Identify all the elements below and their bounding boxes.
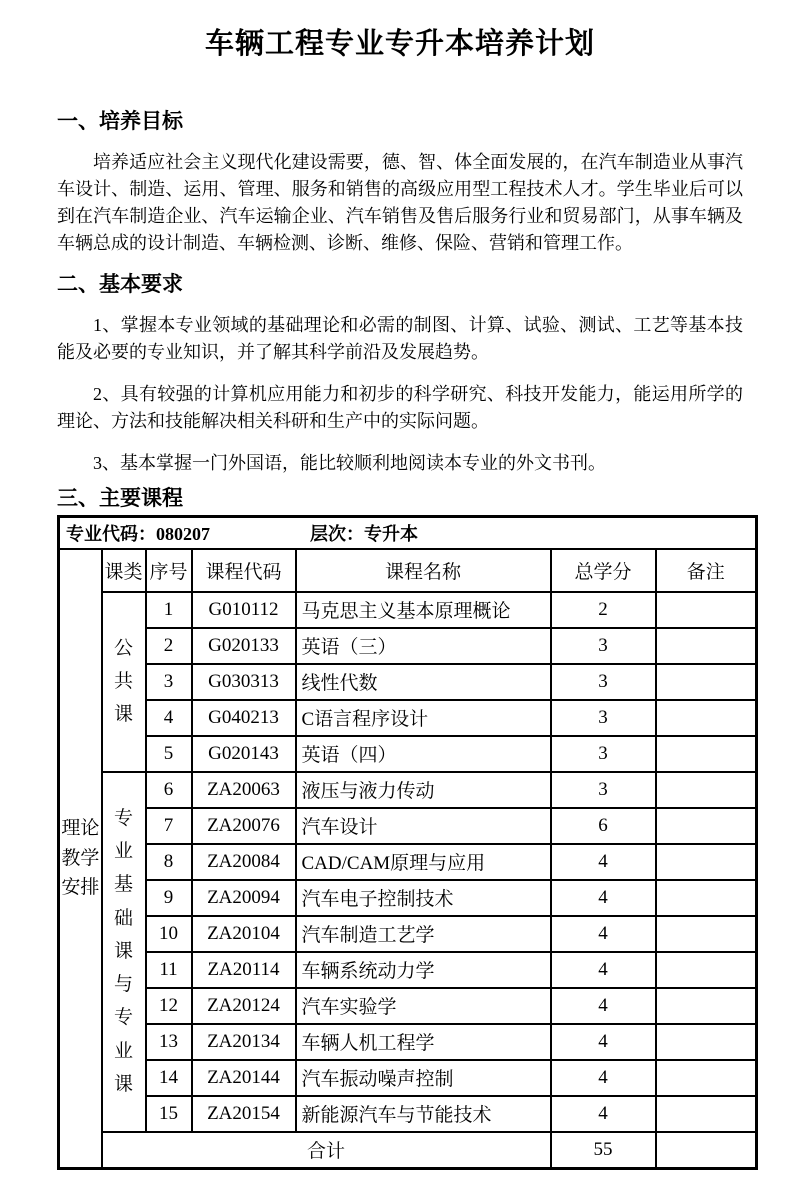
course-name: 新能源汽车与节能技术 xyxy=(296,1096,551,1132)
course-code: ZA20063 xyxy=(192,772,296,808)
course-name: 汽车电子控制技术 xyxy=(296,880,551,916)
total-row xyxy=(59,1132,757,1169)
course-credits: 4 xyxy=(551,952,656,988)
course-code: ZA20094 xyxy=(192,880,296,916)
course-name: 汽车实验学 xyxy=(296,988,551,1024)
course-name: 马克思主义基本原理概论 xyxy=(296,592,551,628)
col-header-name: 课程名称 xyxy=(296,549,551,592)
course-no: 1 xyxy=(146,592,192,628)
table-row xyxy=(59,844,757,880)
section-heading-requirements: 二、基本要求 xyxy=(57,272,183,296)
course-code: ZA20084 xyxy=(192,844,296,880)
course-name: 汽车制造工艺学 xyxy=(296,916,551,952)
major-code-label: 专业代码： xyxy=(66,523,156,544)
col-header-code: 课程代码 xyxy=(192,549,296,592)
course-credits: 3 xyxy=(551,736,656,772)
course-table xyxy=(57,515,758,1170)
category-public-courses: 公共课 xyxy=(102,592,146,772)
table-row xyxy=(59,1024,757,1060)
category-professional-courses: 专业基础课与专业课 xyxy=(102,772,146,1132)
section-heading-goals: 一、培养目标 xyxy=(57,109,183,133)
side-label-theory-teaching: 理论教学安排 xyxy=(59,549,102,1169)
course-code: ZA20154 xyxy=(192,1096,296,1132)
course-name: 英语（四） xyxy=(296,736,551,772)
page-title: 车辆工程专业专升本培养计划 xyxy=(204,28,595,60)
course-name: C语言程序设计 xyxy=(296,700,551,736)
col-header-category: 课类 xyxy=(102,549,146,592)
table-row xyxy=(59,700,757,736)
course-remark xyxy=(656,1024,757,1060)
table-row xyxy=(59,880,757,916)
course-no: 12 xyxy=(146,988,192,1024)
course-credits: 6 xyxy=(551,808,656,844)
course-no: 2 xyxy=(146,628,192,664)
course-code: ZA20104 xyxy=(192,916,296,952)
table-row xyxy=(59,1096,757,1132)
table-row xyxy=(59,1060,757,1096)
course-code: G010112 xyxy=(192,592,296,628)
course-remark xyxy=(656,1060,757,1096)
course-remark xyxy=(656,628,757,664)
course-credits: 3 xyxy=(551,772,656,808)
course-remark xyxy=(656,736,757,772)
table-row xyxy=(59,592,757,628)
course-name: 汽车振动噪声控制 xyxy=(296,1060,551,1096)
course-remark xyxy=(656,844,757,880)
course-remark xyxy=(656,880,757,916)
course-name: CAD/CAM原理与应用 xyxy=(296,844,551,880)
course-credits: 3 xyxy=(551,700,656,736)
col-header-remark: 备注 xyxy=(656,549,757,592)
course-no: 11 xyxy=(146,952,192,988)
course-name: 车辆人机工程学 xyxy=(296,1024,551,1060)
major-code-row xyxy=(59,517,757,549)
course-code: ZA20076 xyxy=(192,808,296,844)
course-credits: 2 xyxy=(551,592,656,628)
course-code: G020143 xyxy=(192,736,296,772)
course-remark xyxy=(656,664,757,700)
course-credits: 4 xyxy=(551,844,656,880)
course-code: ZA20114 xyxy=(192,952,296,988)
section-heading-courses: 三、主要课程 xyxy=(57,486,183,510)
course-credits: 3 xyxy=(551,664,656,700)
course-no: 3 xyxy=(146,664,192,700)
col-header-credits: 总学分 xyxy=(551,549,656,592)
total-credits: 55 xyxy=(551,1132,656,1169)
course-remark xyxy=(656,700,757,736)
course-credits: 4 xyxy=(551,880,656,916)
table-row xyxy=(59,772,757,808)
major-code-value: 080207 xyxy=(156,523,210,544)
course-remark xyxy=(656,916,757,952)
total-label: 合计 xyxy=(102,1132,551,1169)
course-code: G040213 xyxy=(192,700,296,736)
course-remark xyxy=(656,772,757,808)
course-no: 5 xyxy=(146,736,192,772)
level-label: 层次： xyxy=(310,523,364,544)
course-no: 13 xyxy=(146,1024,192,1060)
course-no: 9 xyxy=(146,880,192,916)
course-name: 英语（三） xyxy=(296,628,551,664)
course-remark xyxy=(656,808,757,844)
course-credits: 4 xyxy=(551,988,656,1024)
course-no: 4 xyxy=(146,700,192,736)
course-remark xyxy=(656,1096,757,1132)
total-remark xyxy=(656,1132,757,1169)
course-name: 车辆系统动力学 xyxy=(296,952,551,988)
course-remark xyxy=(656,952,757,988)
course-code: ZA20124 xyxy=(192,988,296,1024)
table-row xyxy=(59,628,757,664)
course-remark xyxy=(656,988,757,1024)
table-row xyxy=(59,952,757,988)
course-credits: 4 xyxy=(551,916,656,952)
paragraph-requirement-1: 1、掌握本专业领域的基础理论和必需的制图、计算、试验、测试、工艺等基本技能及必要的专业知识，并了解其科学前沿及发展趋势。 xyxy=(57,315,743,362)
course-no: 10 xyxy=(146,916,192,952)
paragraph-goals: 培养适应社会主义现代化建设需要，德、智、体全面发展的，在汽车制造业从事汽车设计、制造、运用、管理、服务和销售的高级应用型工程技术人才。学生毕业后可以到在汽车制造企业、汽车运输企业、汽车销售及售后服务行业和贸易部门，从事车辆及车辆总成的设计制造、车辆检测、诊断、维修、保险、营销和管理工作。 xyxy=(57,152,743,253)
course-code: G030313 xyxy=(192,664,296,700)
course-no: 8 xyxy=(146,844,192,880)
course-name: 液压与液力传动 xyxy=(296,772,551,808)
course-credits: 4 xyxy=(551,1060,656,1096)
table-header-row xyxy=(59,549,757,592)
table-row xyxy=(59,916,757,952)
course-no: 7 xyxy=(146,808,192,844)
course-no: 6 xyxy=(146,772,192,808)
course-credits: 4 xyxy=(551,1096,656,1132)
table-row xyxy=(59,736,757,772)
level-value: 专升本 xyxy=(364,523,418,544)
course-credits: 4 xyxy=(551,1024,656,1060)
course-no: 15 xyxy=(146,1096,192,1132)
paragraph-requirement-3: 3、基本掌握一门外国语，能比较顺利地阅读本专业的外文书刊。 xyxy=(93,453,606,473)
course-remark xyxy=(656,592,757,628)
course-code: G020133 xyxy=(192,628,296,664)
paragraph-requirement-2: 2、具有较强的计算机应用能力和初步的科学研究、科技开发能力，能运用所学的理论、方法和技能解决相关科研和生产中的实际问题。 xyxy=(57,384,743,431)
course-name: 汽车设计 xyxy=(296,808,551,844)
table-row xyxy=(59,664,757,700)
course-name: 线性代数 xyxy=(296,664,551,700)
table-row xyxy=(59,808,757,844)
table-row xyxy=(59,988,757,1024)
course-code: ZA20144 xyxy=(192,1060,296,1096)
course-no: 14 xyxy=(146,1060,192,1096)
course-credits: 3 xyxy=(551,628,656,664)
course-code: ZA20134 xyxy=(192,1024,296,1060)
col-header-no: 序号 xyxy=(146,549,192,592)
